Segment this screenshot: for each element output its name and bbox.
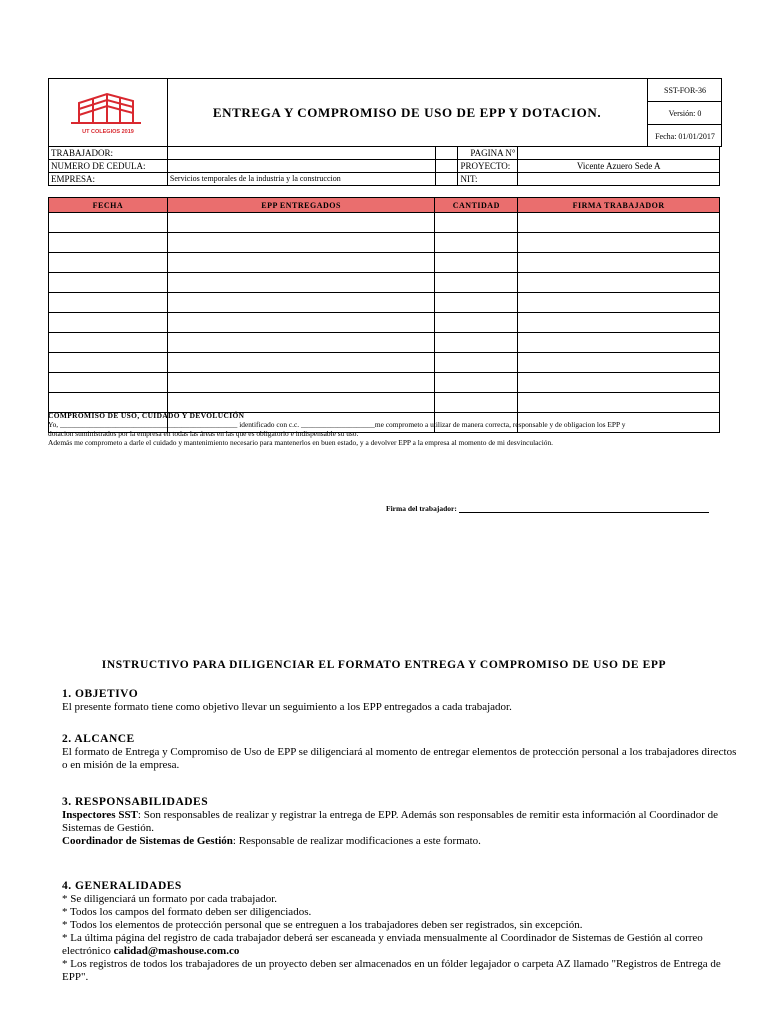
proyecto-label: PROYECTO:	[458, 160, 518, 173]
gen-item-3: * Todos los elementos de protección personal que se entreguen a los trabajadores deben ser registrados, sin excepción.	[62, 919, 583, 931]
form-code: SST-FOR-36	[648, 79, 722, 102]
firma-cell[interactable]	[518, 233, 720, 253]
epp-cell[interactable]	[167, 393, 435, 413]
col-fecha: FECHA	[49, 198, 168, 213]
resp-title: 3. RESPONSABILIDADES	[62, 796, 209, 808]
epp-cell[interactable]	[167, 293, 435, 313]
firma-cell[interactable]	[518, 253, 720, 273]
nit-label: NIT:	[458, 173, 518, 186]
cedula-field[interactable]	[167, 160, 435, 173]
commitment-section	[48, 411, 720, 447]
table-row	[49, 213, 720, 233]
epp-cell[interactable]	[167, 213, 435, 233]
fecha-cell[interactable]	[49, 333, 168, 353]
empresa-field[interactable]: Servicios temporales de la industria y la construccion	[167, 173, 435, 186]
proyecto-field[interactable]: Vicente Azuero Sede A	[518, 160, 720, 173]
epp-cell[interactable]	[167, 313, 435, 333]
cantidad-cell[interactable]	[435, 373, 518, 393]
resp-2-text: : Responsable de realizar modificaciones a este formato.	[232, 835, 481, 847]
form-version: Versión: 0	[648, 102, 722, 125]
objetivo-text: El presente formato tiene como objetivo llevar un seguimiento a los EPP entregados a cada trabajador.	[62, 701, 512, 713]
firma-cell[interactable]	[518, 313, 720, 333]
firma-cell[interactable]	[518, 393, 720, 413]
commitment-line-1: Yo, ________________________________________________ identificado con c.c. ____________________me comprometo a utilizar de manera correcta, responsable y de obligacion los EPP y	[48, 420, 626, 429]
section-generalidades	[62, 880, 742, 984]
table-row	[49, 313, 720, 333]
gen-title: 4. GENERALIDADES	[62, 880, 182, 892]
fecha-cell[interactable]	[49, 313, 168, 333]
table-row	[49, 373, 720, 393]
gen-item-4	[62, 932, 742, 958]
table-row	[49, 293, 720, 313]
epp-cell[interactable]	[167, 273, 435, 293]
epp-cell[interactable]	[167, 353, 435, 373]
form-header	[48, 78, 722, 147]
table-row	[49, 253, 720, 273]
epp-cell[interactable]	[167, 253, 435, 273]
pagina-field[interactable]	[518, 147, 720, 160]
blank-cell	[435, 173, 458, 186]
table-row	[49, 273, 720, 293]
epp-cell[interactable]	[167, 373, 435, 393]
epp-delivery-table	[48, 197, 720, 433]
alcance-title: 2. ALCANCE	[62, 733, 135, 745]
cantidad-cell[interactable]	[435, 293, 518, 313]
fecha-cell[interactable]	[49, 253, 168, 273]
cantidad-cell[interactable]	[435, 273, 518, 293]
fecha-cell[interactable]	[49, 393, 168, 413]
pagina-label: PAGINA N°	[458, 147, 518, 160]
section-alcance	[62, 733, 742, 772]
signature-label: Firma del trabajador:	[386, 504, 457, 513]
firma-cell[interactable]	[518, 273, 720, 293]
table-header-row	[49, 198, 720, 213]
objetivo-title: 1. OBJETIVO	[62, 688, 139, 700]
signature-line[interactable]	[459, 504, 709, 513]
table-row	[49, 233, 720, 253]
gen-item-5: * Los registros de todos los trabajadores de un proyecto deben ser almacenados en un fólder legajador o carpeta AZ llamado "Registros de Entrega de EPP".	[62, 958, 721, 983]
commitment-line-2: dotacion suministrados por la empresa en todas las áreas en las que es obligatorio e indispensable su uso.	[48, 429, 359, 438]
form-date: Fecha: 01/01/2017	[655, 131, 715, 141]
fecha-cell[interactable]	[49, 233, 168, 253]
epp-cell[interactable]	[167, 333, 435, 353]
cantidad-cell[interactable]	[435, 353, 518, 373]
resp-1-text: : Son responsables de realizar y registrar la entrega de EPP. Además son responsables de remitir esta información al Coordinador de Sistemas de Gestión.	[62, 809, 718, 834]
gen-item-2: * Todos los campos del formato deben ser diligenciados.	[62, 906, 312, 918]
nit-field[interactable]	[518, 173, 720, 186]
col-cantidad: CANTIDAD	[435, 198, 518, 213]
logo-text: UT COLEGIOS 2019	[82, 129, 134, 135]
building-logo-icon	[49, 79, 167, 146]
company-logo	[49, 79, 168, 146]
gen-4-text: * La última página del registro de cada trabajador deberá ser escaneada y enviada mensualmente al Coordinador de Sistemas de Gestión al correo electrónico	[62, 932, 703, 957]
gen-item-1: * Se diligenciará un formato por cada trabajador.	[62, 893, 278, 905]
col-firma: FIRMA TRABAJADOR	[518, 198, 720, 213]
section-responsabilidades	[62, 796, 742, 848]
alcance-text: El formato de Entrega y Compromiso de Uso de EPP se diligenciará al momento de entregar elementos de protección personal a los trabajadores directos o en misión de la empresa.	[62, 746, 737, 771]
cantidad-cell[interactable]	[435, 233, 518, 253]
cantidad-cell[interactable]	[435, 313, 518, 333]
firma-cell[interactable]	[518, 353, 720, 373]
resp-item-2	[62, 835, 742, 848]
trabajador-field[interactable]	[167, 147, 435, 160]
epp-cell[interactable]	[167, 233, 435, 253]
firma-cell[interactable]	[518, 213, 720, 233]
form-title: ENTREGA Y COMPROMISO DE USO DE EPP Y DOTACION.	[212, 104, 602, 120]
firma-cell[interactable]	[518, 373, 720, 393]
fecha-cell[interactable]	[49, 273, 168, 293]
commitment-heading: COMPROMISO DE USO, CUIDADO Y DEVOLUCIÓN	[48, 411, 245, 420]
resp-1-label: Inspectores SST	[62, 809, 138, 821]
fecha-cell[interactable]	[49, 213, 168, 233]
blank-cell	[435, 147, 458, 160]
instructions-title: INSTRUCTIVO PARA DILIGENCIAR EL FORMATO ENTREGA Y COMPROMISO DE USO DE EPP	[101, 659, 667, 671]
fecha-cell[interactable]	[49, 373, 168, 393]
signature-area	[386, 504, 709, 513]
cantidad-cell[interactable]	[435, 253, 518, 273]
gen-4-email[interactable]: calidad@mashouse.com.co	[113, 945, 240, 957]
cantidad-cell[interactable]	[435, 393, 518, 413]
cantidad-cell[interactable]	[435, 213, 518, 233]
worker-info-table	[48, 146, 720, 186]
resp-2-label: Coordinador de Sistemas de Gestión	[62, 835, 233, 847]
fecha-cell[interactable]	[49, 353, 168, 373]
table-row	[49, 393, 720, 413]
col-epp: EPP ENTREGADOS	[167, 198, 435, 213]
empresa-label: EMPRESA:	[49, 173, 168, 186]
section-objetivo	[62, 688, 742, 714]
firma-cell[interactable]	[518, 293, 720, 313]
form-meta	[647, 79, 722, 146]
trabajador-label: TRABAJADOR:	[49, 147, 168, 160]
commitment-line-3: Además me comprometo a darle el cuidado y mantenimiento necesario para mantenerlos en buen estado, y a devolver EPP a la empresa al momento de mi desvinculación.	[48, 438, 553, 447]
cantidad-cell[interactable]	[435, 333, 518, 353]
table-row	[49, 333, 720, 353]
cedula-label: NUMERO DE CEDULA:	[49, 160, 168, 173]
resp-item-1	[62, 809, 742, 835]
table-row	[49, 353, 720, 373]
fecha-cell[interactable]	[49, 293, 168, 313]
blank-cell	[435, 160, 458, 173]
firma-cell[interactable]	[518, 333, 720, 353]
